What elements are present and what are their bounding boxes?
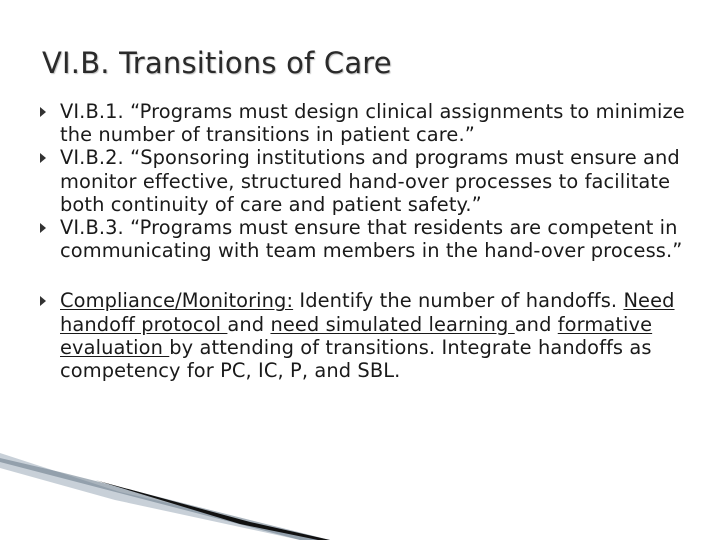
formative-evaluation-text: formative evaluation — [60, 312, 653, 359]
bullet-item-vib1 — [40, 100, 700, 146]
bullet-arrow-icon — [40, 223, 46, 233]
compliance-text-2: and — [227, 312, 271, 336]
compliance-text-1: Identify the number of handoffs. — [293, 289, 624, 313]
bullet-item-compliance — [40, 289, 700, 382]
simulated-learning-text: need simulated learning — [270, 312, 515, 336]
bullet-text: VI.B.3. “Programs must ensure that residents are competent in communicating with team members in the hand-over process.” — [60, 216, 683, 263]
bullet-text: VI.B.2. “Sponsoring institutions and programs must ensure and monitor effective, structured hand-over processes to facilitate both continuity of care and patient safety.” — [60, 146, 680, 216]
compliance-text-4: by attending of transitions. Integrate handoffs as competency for PC, IC, P, and SBL. — [60, 335, 652, 383]
corner-swoosh-light — [0, 453, 330, 540]
bullet-arrow-icon — [40, 153, 46, 163]
corner-swoosh-mid — [0, 458, 330, 540]
bullet-arrow-icon — [40, 296, 46, 306]
bullet-item-vib3 — [40, 216, 700, 262]
compliance-text-3: and — [514, 312, 558, 336]
handoff-protocol-text: Need handoff protocol — [60, 289, 675, 336]
bullet-text: VI.B.1. “Programs must design clinical assignments to minimize the number of transitions in patient care.” — [60, 100, 685, 147]
compliance-text — [60, 289, 675, 382]
bullet-arrow-icon — [40, 107, 46, 117]
slide-title: VI.B. Transitions of Care — [42, 46, 392, 80]
compliance-label: Compliance/Monitoring: — [60, 289, 294, 313]
corner-swoosh-dark — [95, 480, 330, 540]
bullet-list — [40, 100, 700, 382]
bullet-item-vib2 — [40, 146, 700, 216]
